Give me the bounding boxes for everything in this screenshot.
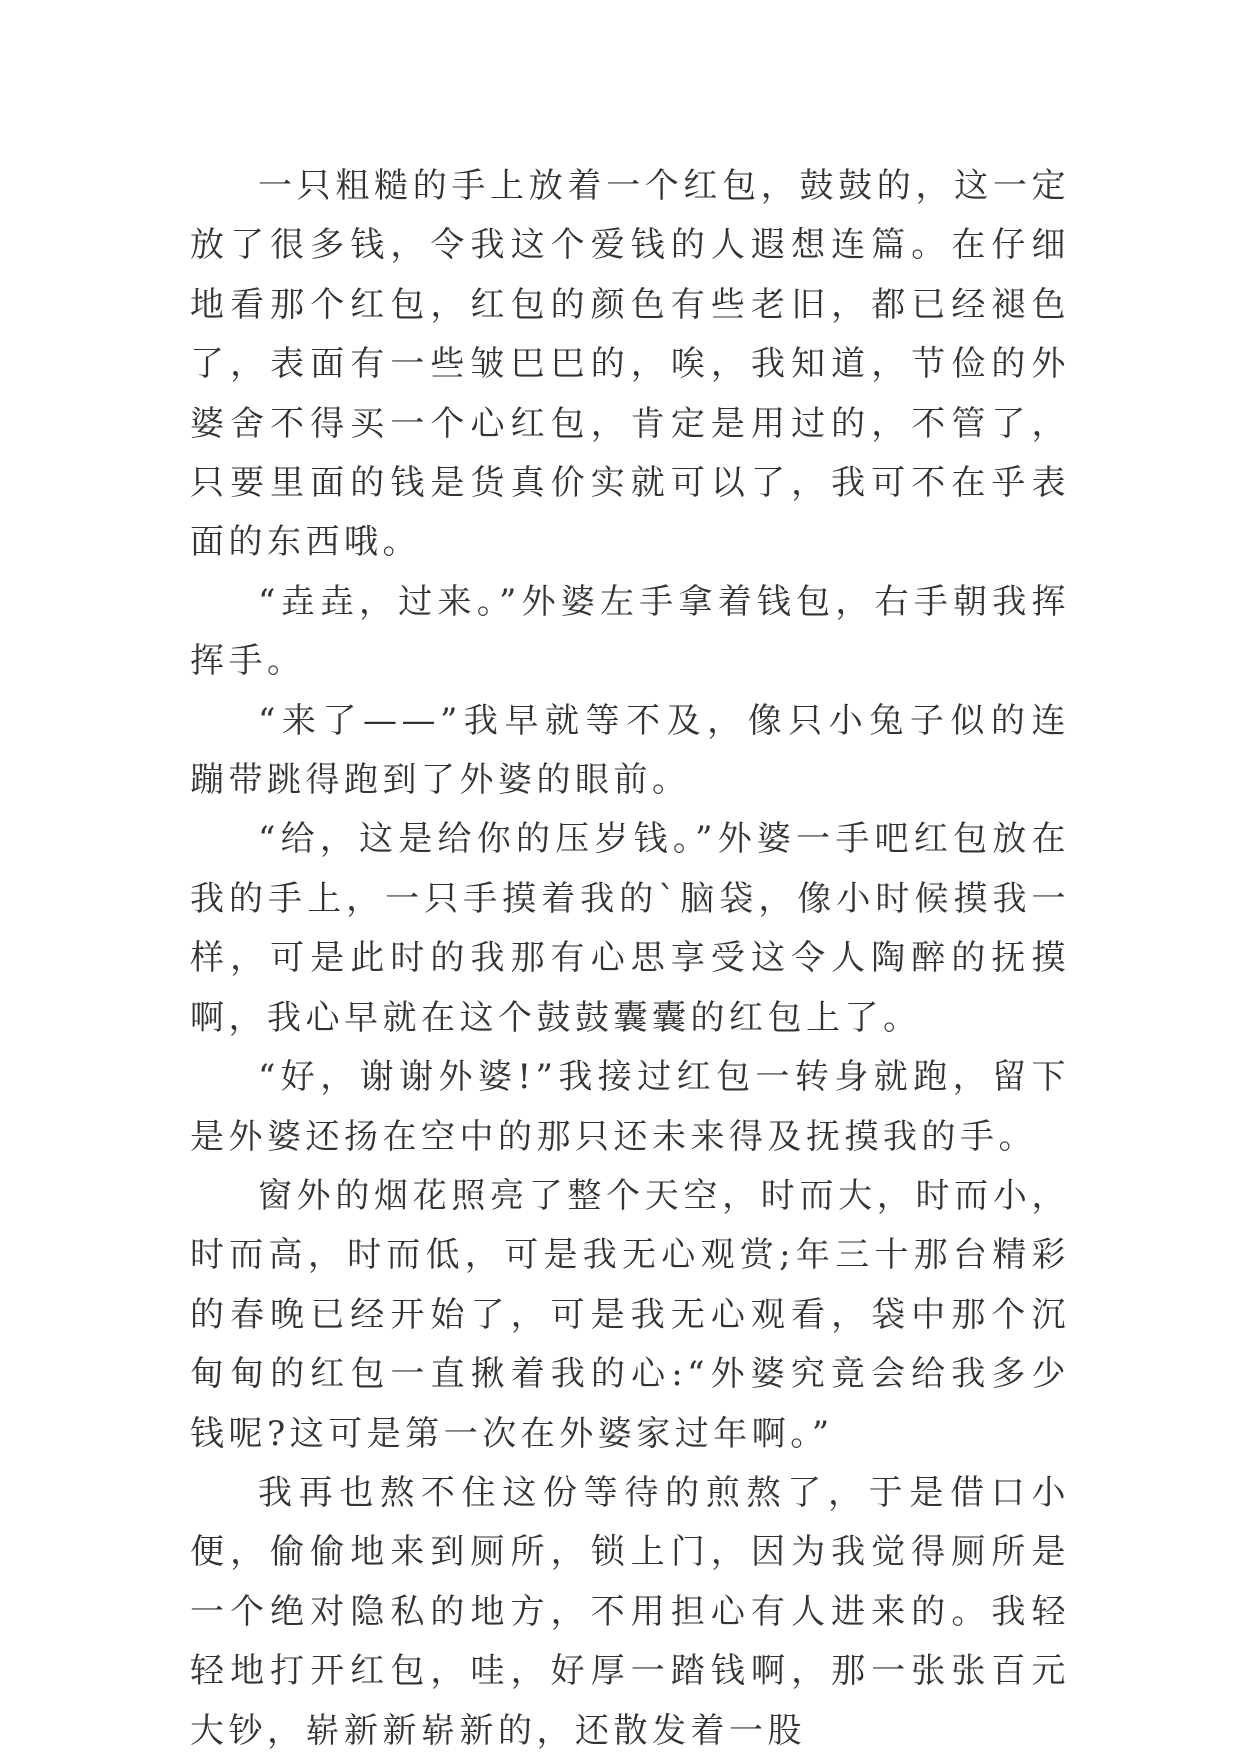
paragraph-7: 我再也熬不住这份等待的煎熬了，于是借口小便，偷偷地来到厕所，锁上门，因为我觉得厕所是一个绝对隐私的地方，不用担心有人进来的。我轻轻地打开红包，哇，好厚一踏钱啊，那一张张百元大钞，崭新新崭新的，还散发着一股 [190, 1472, 1070, 1751]
paragraph-6: 窗外的烟花照亮了整个天空，时而大，时而小，时而高，时而低，可是我无心观赏;年三十那台精彩的春晚已经开始了，可是我无心观看，袋中那个沉甸甸的红包一直揪着我的心:“外婆究竟会给我多少钱呢?这可是第一次在外婆家过年啊。” [190, 1175, 1070, 1454]
paragraph-2: “垚垚，过来。”外婆左手拿着钱包，右手朝我挥挥手。 [190, 581, 1070, 682]
article-body [190, 157, 1070, 1761]
paragraph-3: “来了——”我早就等不及，像只小兔子似的连蹦带跳得跑到了外婆的眼前。 [190, 700, 1070, 801]
paragraph-4: “给，这是给你的压岁钱。”外婆一手吧红包放在我的手上，一只手摸着我的`脑袋，像小时候摸我一样，可是此时的我那有心思享受这令人陶醉的抚摸啊，我心早就在这个鼓鼓囊囊的红包上了。 [190, 819, 1070, 1038]
paragraph-5: “好，谢谢外婆!”我接过红包一转身就跑，留下是外婆还扬在空中的那只还未来得及抚摸我的手。 [190, 1057, 1070, 1157]
paragraph-1: 一只粗糙的手上放着一个红包，鼓鼓的，这一定放了很多钱，令我这个爱钱的人遐想连篇。在仔细地看那个红包，红包的颜色有些老旧，都已经褪色了，表面有一些皱巴巴的，唉，我知道，节俭的外婆舍不得买一个心红包，肯定是用过的，不管了，只要里面的钱是货真价实就可以了，我可不在乎表面的东西哦。 [190, 166, 1070, 563]
